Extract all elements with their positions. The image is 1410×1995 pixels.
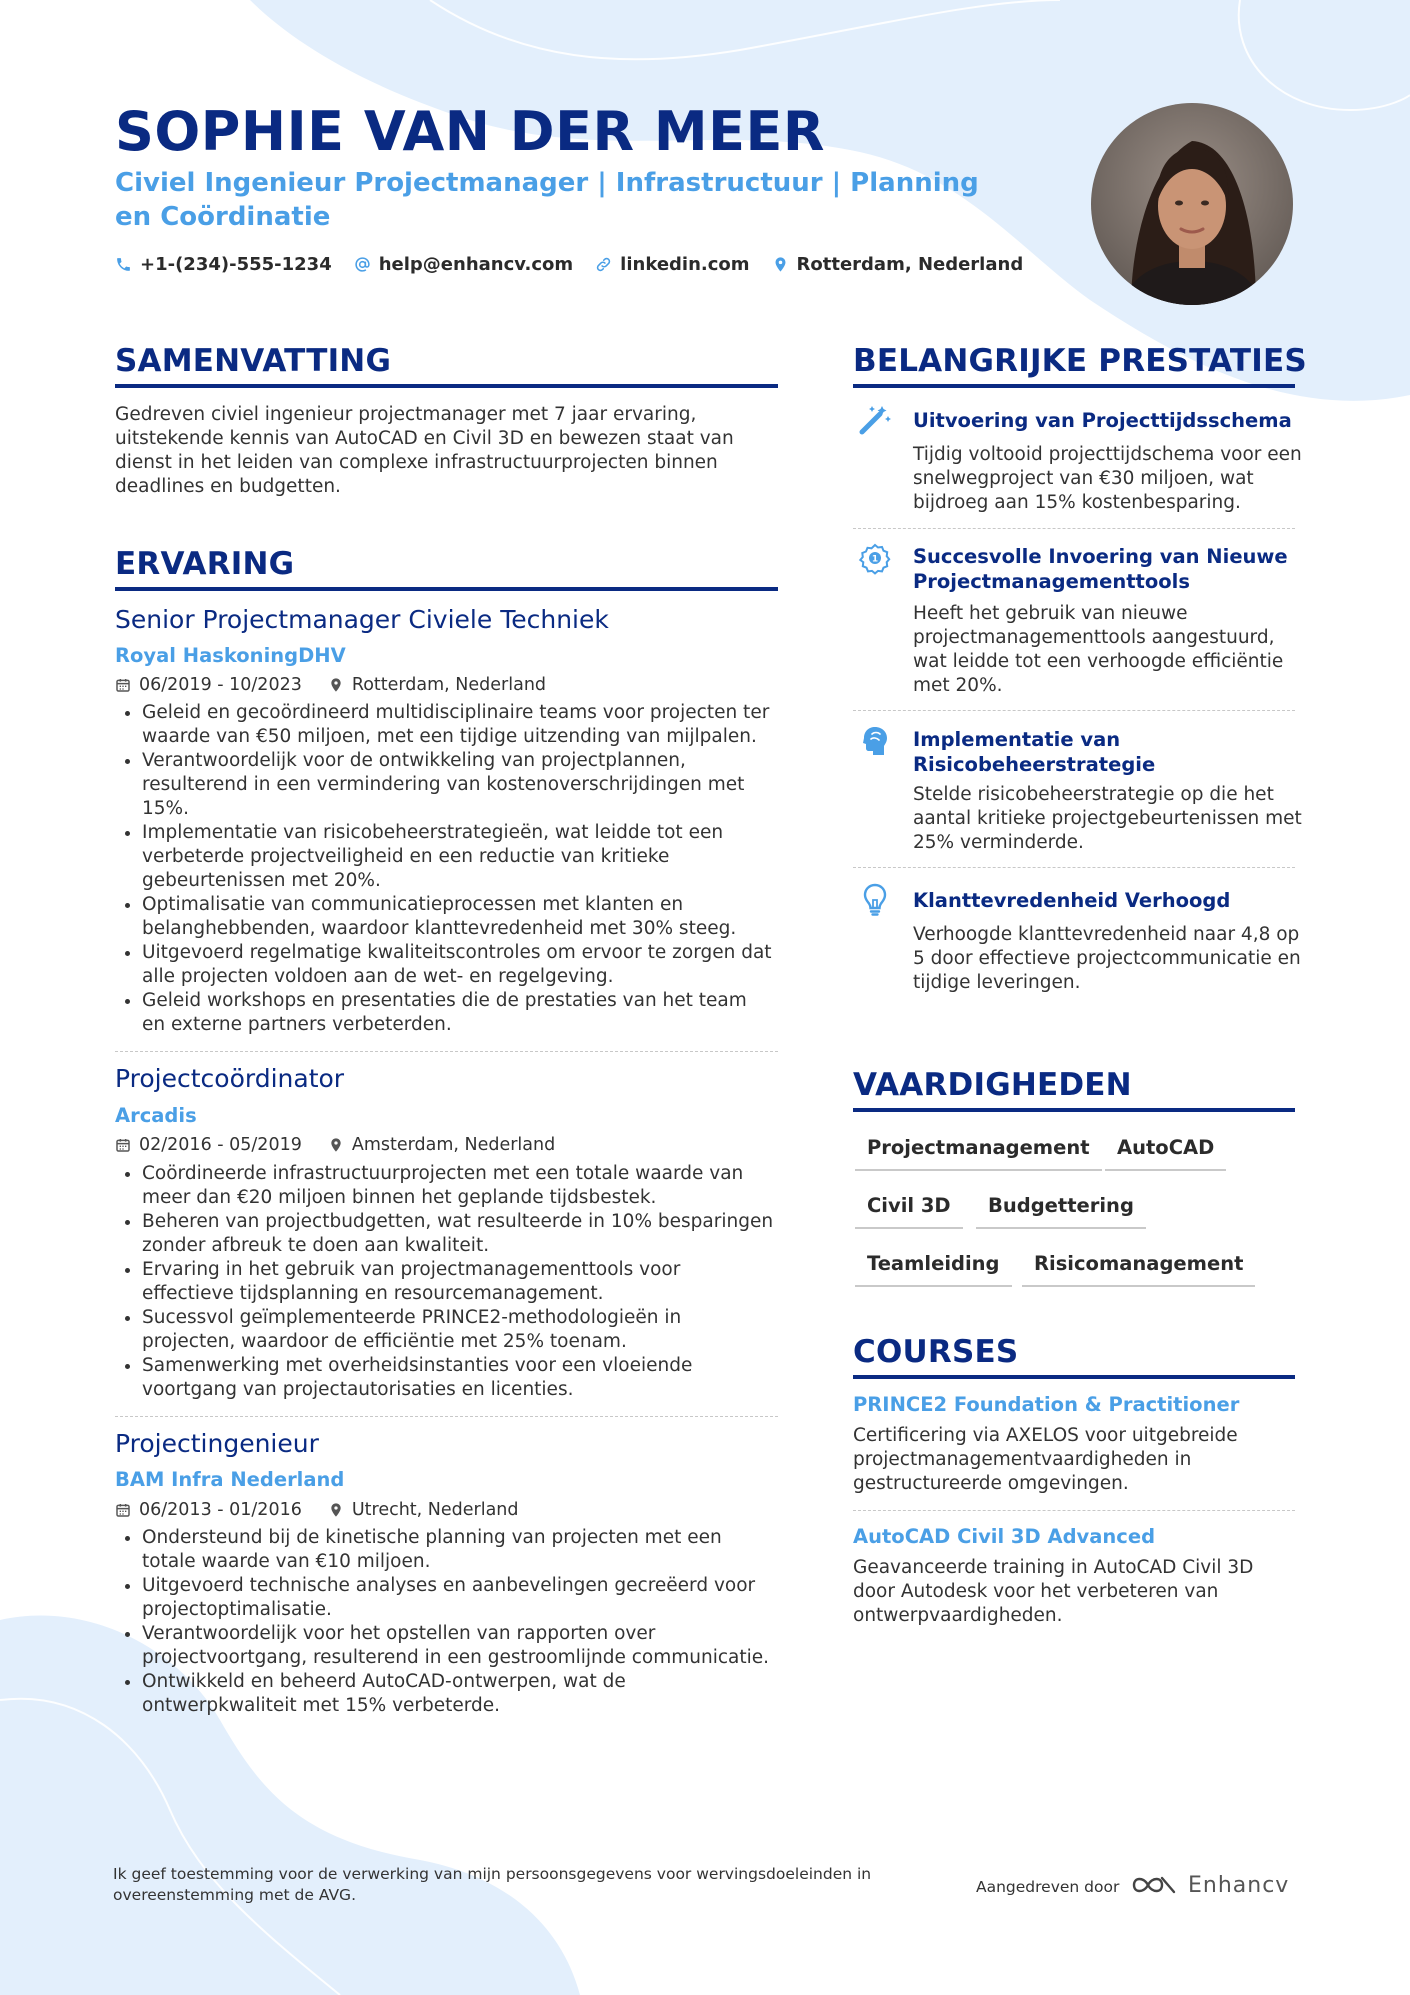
summary-text: Gedreven civiel ingenieur projectmanager met 7 jaar ervaring, uitstekende kennis van AutoCAD en Civil 3D en bewezen staat van dienst in het leiden van complexe infrastructuurprojecten binnen deadlines en budgetten. — [115, 404, 734, 497]
course-divider — [853, 1510, 1295, 1511]
achievement-text: Verhoogde klanttevredenheid naar 4,8 op 5 door effectieve projectcommunicatie en tijdige leveringen. — [913, 924, 1301, 993]
job-divider — [115, 1051, 778, 1052]
skill-tag: AutoCAD — [1105, 1136, 1226, 1171]
at-sign-icon — [354, 256, 371, 273]
candidate-name: SOPHIE VAN DER MEER — [115, 100, 825, 163]
experience-heading: ERVARING — [115, 546, 295, 582]
skill-tag: Teamleiding — [855, 1252, 1012, 1287]
list-item: Uitgevoerd regelmatige kwaliteitscontroles om ervoor te zorgen dat alle projecten voldoen aan de wet- en regelgeving. — [115, 941, 775, 989]
list-item: Implementatie van risicobeheerstrategieën, wat leidde tot een verbeterde projectveiligheid en een reductie van kritieke gebeurtenissen met 20%. — [115, 821, 775, 893]
job-divider — [115, 1416, 778, 1417]
job-bullets — [115, 1526, 775, 1718]
job-location-text: Rotterdam, Nederland — [351, 675, 547, 695]
job-title: Projectingenieur — [115, 1429, 319, 1458]
achievement-divider — [853, 528, 1295, 529]
achievement-divider — [853, 710, 1295, 711]
course-title: PRINCE2 Foundation & Practitioner — [853, 1393, 1240, 1416]
privacy-consent: Ik geef toestemming voor de verwerking van mijn persoonsgegevens voor wervingsdoeleinden in overeenstemming met de AVG. — [113, 1865, 872, 1904]
list-item: Ontwikkeld en beheerd AutoCAD-ontwerpen, wat de ontwerpkwaliteit met 15% verbeterde. — [115, 1670, 775, 1718]
achievement-title: Succesvolle Invoering van Nieuwe Projectmanagementtools — [913, 545, 1288, 593]
email-text: help@enhancv.com — [378, 254, 574, 275]
course-title: AutoCAD Civil 3D Advanced — [853, 1525, 1156, 1548]
job-title: Projectcoördinator — [115, 1064, 345, 1093]
brain-head-icon — [858, 724, 892, 758]
job-dates-text: 02/2016 - 05/2019 — [139, 1135, 302, 1155]
contact-linkedin[interactable] — [595, 254, 749, 275]
linkedin-text: linkedin.com — [620, 254, 750, 275]
contact-location — [772, 254, 1024, 275]
link-icon — [595, 256, 612, 273]
job-company: Royal HaskoningDHV — [115, 644, 346, 667]
job-dates — [115, 1135, 302, 1155]
job-title: Senior Projectmanager Civiele Techniek — [115, 605, 609, 634]
skill-tag: Civil 3D — [855, 1194, 963, 1229]
list-item: Beheren van projectbudgetten, wat resulteerde in 10% besparingen zonder afbreuk te doen aan kwaliteit. — [115, 1210, 775, 1258]
job-dates-text: 06/2013 - 01/2016 — [139, 1500, 302, 1520]
job-dates — [115, 1500, 302, 1520]
job-bullets — [115, 1162, 775, 1402]
achievements-rule — [853, 384, 1295, 388]
brand-name: Enhancv — [1188, 1872, 1290, 1898]
job-meta — [115, 1135, 555, 1155]
location-pin-icon — [328, 1502, 344, 1518]
achievement-title: Klanttevredenheid Verhoogd — [913, 889, 1231, 912]
course-text: Certificering via AXELOS voor uitgebreide projectmanagementvaardigheden in gestructureerde omgevingen. — [853, 1425, 1238, 1494]
job-location-text: Amsterdam, Nederland — [351, 1135, 556, 1155]
experience-rule — [115, 587, 778, 591]
calendar-icon — [115, 1137, 131, 1153]
location-pin-icon — [772, 256, 789, 273]
list-item: Ondersteund bij de kinetische planning van projecten met een totale waarde van €10 miljoen. — [115, 1526, 775, 1574]
list-item: Sucessvol geïmplementeerde PRINCE2-methodologieën in projecten, waardoor de efficiëntie met 25% toenam. — [115, 1306, 775, 1354]
location-text: Rotterdam, Nederland — [796, 254, 1024, 275]
summary-rule — [115, 384, 778, 388]
location-pin-icon — [328, 677, 344, 693]
candidate-headline: Civiel Ingenieur Projectmanager | Infrastructuur | Planning en Coördinatie — [115, 168, 979, 232]
job-dates — [115, 675, 302, 695]
list-item: Verantwoordelijk voor de ontwikkeling van projectplannen, resulterend in een vermindering van kostenoverschrijdingen met 15%. — [115, 749, 775, 821]
course-text: Geavanceerde training in AutoCAD Civil 3D door Autodesk voor het verbeteren van ontwerpvaardigheden. — [853, 1557, 1254, 1626]
courses-rule — [853, 1375, 1295, 1379]
job-location — [328, 675, 546, 695]
award-badge-icon — [858, 543, 892, 577]
skill-tag: Budgettering — [976, 1194, 1146, 1229]
contact-phone[interactable] — [115, 254, 332, 275]
magic-wand-icon — [858, 402, 892, 436]
job-location — [328, 1500, 519, 1520]
list-item: Optimalisatie van communicatieprocessen met klanten en belanghebbenden, waardoor klanttevredenheid met 30% steeg. — [115, 893, 775, 941]
job-bullets — [115, 701, 775, 1037]
enhancv-logo-icon — [1130, 1872, 1178, 1898]
job-meta — [115, 1500, 519, 1520]
phone-icon — [115, 256, 132, 273]
list-item: Uitgevoerd technische analyses en aanbevelingen gecreëerd voor projectoptimalisatie. — [115, 1574, 775, 1622]
profile-photo — [1091, 103, 1293, 305]
job-company: BAM Infra Nederland — [115, 1468, 345, 1491]
enhancv-brand[interactable] — [1130, 1872, 1289, 1898]
list-item: Verantwoordelijk voor het opstellen van rapporten over projectvoortgang, resulterend in een gestroomlijnde communicatie. — [115, 1622, 775, 1670]
achievement-title: Uitvoering van Projecttijdsschema — [913, 409, 1292, 432]
phone-text: +1-(234)-555-1234 — [140, 254, 332, 275]
contact-bar — [115, 254, 1023, 275]
contact-email[interactable] — [354, 254, 573, 275]
list-item: Samenwerking met overheidsinstanties voor een vloeiende voortgang van projectautorisaties en licenties. — [115, 1354, 775, 1402]
courses-heading: COURSES — [853, 1334, 1019, 1370]
skill-tag: Projectmanagement — [855, 1136, 1102, 1171]
job-company: Arcadis — [115, 1104, 197, 1127]
job-location-text: Utrecht, Nederland — [351, 1500, 519, 1520]
list-item: Ervaring in het gebruik van projectmanagementtools voor effectieve tijdsplanning en resourcemanagement. — [115, 1258, 775, 1306]
job-location — [328, 1135, 555, 1155]
achievement-text: Heeft het gebruik van nieuwe projectmanagementtools aangestuurd, wat leidde tot een verhoogde efficiëntie met 20%. — [913, 603, 1284, 696]
achievements-heading: BELANGRIJKE PRESTATIES — [853, 343, 1307, 379]
job-meta — [115, 675, 546, 695]
svg-text:1: 1 — [871, 554, 879, 565]
lightbulb-icon — [858, 882, 892, 916]
calendar-icon — [115, 677, 131, 693]
powered-by-label: Aangedreven door — [976, 1878, 1120, 1896]
job-dates-text: 06/2019 - 10/2023 — [139, 675, 302, 695]
location-pin-icon — [328, 1137, 344, 1153]
achievement-title: Implementatie van Risicobeheerstrategie — [913, 728, 1156, 776]
calendar-icon — [115, 1502, 131, 1518]
list-item: Geleid en gecoördineerd multidisciplinaire teams voor projecten ter waarde van €50 miljoen, met een tijdige uitzending van mijlpalen. — [115, 701, 775, 749]
summary-heading: SAMENVATTING — [115, 343, 392, 379]
skills-rule — [853, 1108, 1295, 1112]
list-item: Geleid workshops en presentaties die de prestaties van het team en externe partners verbeterden. — [115, 989, 775, 1037]
skills-heading: VAARDIGHEDEN — [853, 1067, 1132, 1103]
skill-tag: Risicomanagement — [1022, 1252, 1255, 1287]
achievement-text: Stelde risicobeheerstrategie op die het aantal kritieke projectgebeurtenissen met 25% verminderde. — [913, 784, 1302, 853]
achievement-divider — [853, 867, 1295, 868]
list-item: Coördineerde infrastructuurprojecten met een totale waarde van meer dan €20 miljoen binnen het geplande tijdsbestek. — [115, 1162, 775, 1210]
achievement-text: Tijdig voltooid projecttijdschema voor een snelwegproject van €30 miljoen, wat bijdroeg aan 15% kostenbesparing. — [913, 444, 1302, 513]
